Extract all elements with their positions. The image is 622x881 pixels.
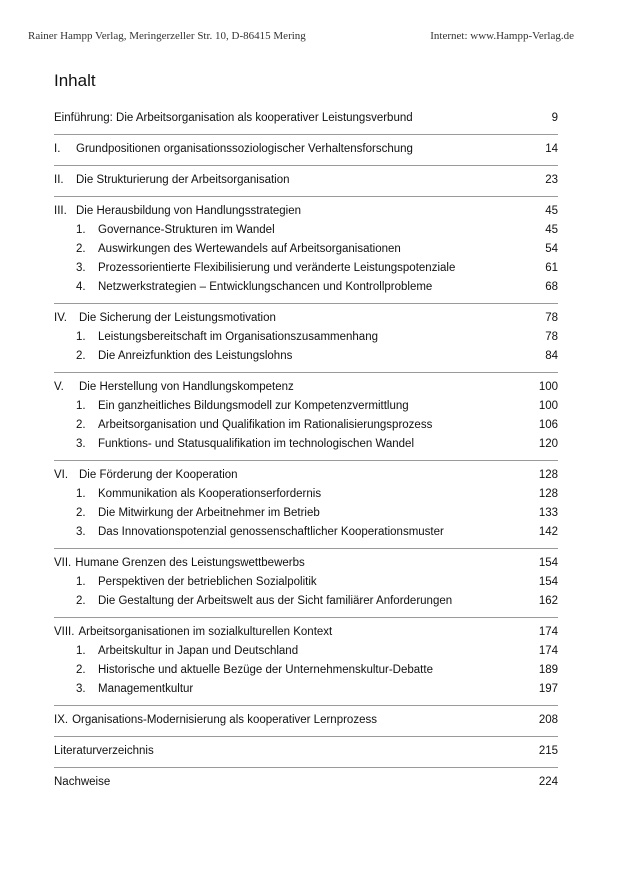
publisher-website: Internet: www.Hampp-Verlag.de	[430, 30, 574, 42]
toc-entry-number: IV.	[54, 312, 68, 324]
toc-section	[54, 548, 558, 611]
toc-entry-number: I.	[54, 143, 61, 155]
toc-entry-title: Humane Grenzen des Leistungswettbewerbs	[75, 557, 305, 569]
toc-entry[interactable]	[54, 309, 558, 328]
table-of-contents	[54, 109, 558, 792]
toc-page-number: 23	[545, 174, 558, 186]
toc-entry-number: 1.	[76, 576, 86, 588]
publisher-address: Rainer Hampp Verlag, Meringerzeller Str. 10, D-86415 Mering	[28, 30, 306, 42]
toc-subentry[interactable]	[54, 435, 558, 454]
toc-entry-title: Organisations-Modernisierung als kooperativer Lernprozess	[72, 714, 377, 726]
toc-subentry[interactable]	[54, 680, 558, 699]
toc-entry-number: 1.	[76, 400, 86, 412]
toc-section	[54, 372, 558, 454]
toc-entry-title: Historische und aktuelle Bezüge der Unternehmenskultur-Debatte	[98, 664, 433, 676]
toc-entry-title: Arbeitsorganisation und Qualifikation im Rationalisierungsprozess	[98, 419, 433, 431]
toc-entry-number: 2.	[76, 595, 86, 607]
toc-entry[interactable]	[54, 378, 558, 397]
toc-entry-number: 1.	[76, 488, 86, 500]
toc-entry[interactable]	[54, 109, 558, 128]
toc-page-number: 128	[538, 488, 558, 500]
toc-subentry[interactable]	[54, 573, 558, 592]
toc-page-number: 162	[538, 595, 558, 607]
toc-entry-number: 2.	[76, 507, 86, 519]
page-header	[28, 30, 574, 44]
toc-page-number: 9	[551, 112, 558, 124]
toc-subentry[interactable]	[54, 661, 558, 680]
toc-entry[interactable]	[54, 171, 558, 190]
toc-subentry[interactable]	[54, 592, 558, 611]
toc-entry-title: Die Herausbildung von Handlungsstrategien	[76, 205, 302, 217]
toc-page-number: 68	[545, 281, 558, 293]
toc-section	[54, 165, 558, 190]
toc-entry[interactable]	[54, 554, 558, 573]
toc-section	[54, 767, 558, 792]
toc-entry-number: 3.	[76, 526, 86, 538]
toc-page-number: 133	[538, 507, 558, 519]
toc-page-number: 224	[538, 776, 558, 788]
toc-entry-title: Die Strukturierung der Arbeitsorganisation	[76, 174, 290, 186]
toc-page-number: 120	[538, 438, 558, 450]
toc-entry[interactable]	[54, 711, 558, 730]
toc-section	[54, 303, 558, 366]
toc-subentry[interactable]	[54, 240, 558, 259]
toc-entry[interactable]	[54, 140, 558, 159]
toc-entry-number: 2.	[76, 419, 86, 431]
toc-page-number: 142	[538, 526, 558, 538]
page-title: Inhalt	[54, 71, 96, 90]
toc-subentry[interactable]	[54, 259, 558, 278]
toc-subentry[interactable]	[54, 221, 558, 240]
toc-section	[54, 617, 558, 699]
toc-page-number: 208	[538, 714, 558, 726]
toc-entry-number: 1.	[76, 224, 86, 236]
toc-entry[interactable]	[54, 466, 558, 485]
toc-entry-number: III.	[54, 205, 67, 217]
toc-section	[54, 196, 558, 297]
toc-page-number: 54	[545, 243, 558, 255]
toc-page-number: 174	[538, 645, 558, 657]
toc-page-number: 174	[538, 626, 558, 638]
toc-subentry[interactable]	[54, 642, 558, 661]
toc-entry-title: Perspektiven der betrieblichen Sozialpolitik	[98, 576, 317, 588]
toc-entry-number: 2.	[76, 664, 86, 676]
toc-entry-number: 3.	[76, 438, 86, 450]
toc-entry-title: Arbeitskultur in Japan und Deutschland	[98, 645, 299, 657]
toc-entry-title: Die Sicherung der Leistungsmotivation	[79, 312, 276, 324]
toc-entry-title: Netzwerkstrategien – Entwicklungschancen und Kontrollprobleme	[98, 281, 433, 293]
toc-subentry[interactable]	[54, 328, 558, 347]
toc-entry-number: 4.	[76, 281, 86, 293]
toc-page-number: 78	[545, 312, 558, 324]
toc-entry-title: Literaturverzeichnis	[54, 745, 154, 757]
toc-entry-title: Funktions- und Statusqualifikation im technologischen Wandel	[98, 438, 415, 450]
toc-page-number: 128	[538, 469, 558, 481]
toc-page-number: 154	[538, 557, 558, 569]
toc-section	[54, 460, 558, 542]
toc-entry-number: VI.	[54, 469, 69, 481]
toc-page-number: 14	[545, 143, 558, 155]
toc-page-number: 154	[538, 576, 558, 588]
toc-subentry[interactable]	[54, 416, 558, 435]
toc-subentry[interactable]	[54, 504, 558, 523]
toc-entry[interactable]	[54, 202, 558, 221]
toc-page-number: 61	[545, 262, 558, 274]
toc-entry-title: Einführung: Die Arbeitsorganisation als kooperativer Leistungsverbund	[54, 112, 413, 124]
toc-entry-title: Die Gestaltung der Arbeitswelt aus der Sicht familiärer Anforderungen	[98, 595, 453, 607]
toc-section	[54, 736, 558, 761]
toc-entry-number: VII.	[54, 557, 72, 569]
toc-entry-number: V.	[54, 381, 64, 393]
toc-entry-number: VIII.	[54, 626, 75, 638]
toc-entry-title: Die Anreizfunktion des Leistungslohns	[98, 350, 293, 362]
toc-page-number: 197	[538, 683, 558, 695]
toc-entry-number: 2.	[76, 243, 86, 255]
toc-entry-number: 1.	[76, 645, 86, 657]
toc-page-number: 100	[538, 400, 558, 412]
toc-section	[54, 705, 558, 730]
toc-subentry[interactable]	[54, 278, 558, 297]
toc-entry-title: Kommunikation als Kooperationserfordernis	[98, 488, 322, 500]
toc-entry-number: IX.	[54, 714, 69, 726]
toc-entry-title: Die Herstellung von Handlungskompetenz	[79, 381, 294, 393]
toc-entry-title: Grundpositionen organisationssoziologischer Verhaltensforschung	[76, 143, 413, 155]
toc-page-number: 100	[538, 381, 558, 393]
toc-subentry[interactable]	[54, 523, 558, 542]
toc-entry-title: Leistungsbereitschaft im Organisationszusammenhang	[98, 331, 378, 343]
toc-page-number: 84	[545, 350, 558, 362]
toc-subentry[interactable]	[54, 347, 558, 366]
toc-subentry[interactable]	[54, 397, 558, 416]
toc-entry-title: Arbeitsorganisationen im sozialkulturellen Kontext	[78, 626, 333, 638]
toc-entry-title: Managementkultur	[98, 683, 194, 695]
toc-page-number: 189	[538, 664, 558, 676]
toc-page-number: 45	[545, 205, 558, 217]
toc-entry-number: II.	[54, 174, 64, 186]
toc-entry-title: Ein ganzheitliches Bildungsmodell zur Kompetenzvermittlung	[98, 400, 409, 412]
toc-page-number: 106	[538, 419, 558, 431]
toc-entry-number: 3.	[76, 262, 86, 274]
toc-entry-title: Nachweise	[54, 776, 111, 788]
toc-subentry[interactable]	[54, 485, 558, 504]
toc-entry-title: Prozessorientierte Flexibilisierung und veränderte Leistungspotenziale	[98, 262, 456, 274]
toc-page-number: 215	[538, 745, 558, 757]
toc-entry-title: Die Mitwirkung der Arbeitnehmer im Betrieb	[98, 507, 320, 519]
toc-entry[interactable]	[54, 742, 558, 761]
toc-entry[interactable]	[54, 773, 558, 792]
toc-section	[54, 109, 558, 128]
toc-entry-title: Das Innovationspotenzial genossenschaftlicher Kooperationsmuster	[98, 526, 444, 538]
toc-page-number: 45	[545, 224, 558, 236]
toc-entry-number: 1.	[76, 331, 86, 343]
toc-section	[54, 134, 558, 159]
toc-entry-title: Auswirkungen des Wertewandels auf Arbeitsorganisationen	[98, 243, 401, 255]
toc-page-number: 78	[545, 331, 558, 343]
toc-entry-number: 3.	[76, 683, 86, 695]
toc-entry-title: Governance-Strukturen im Wandel	[98, 224, 275, 236]
toc-entry-title: Die Förderung der Kooperation	[79, 469, 238, 481]
toc-entry[interactable]	[54, 623, 558, 642]
toc-entry-number: 2.	[76, 350, 86, 362]
